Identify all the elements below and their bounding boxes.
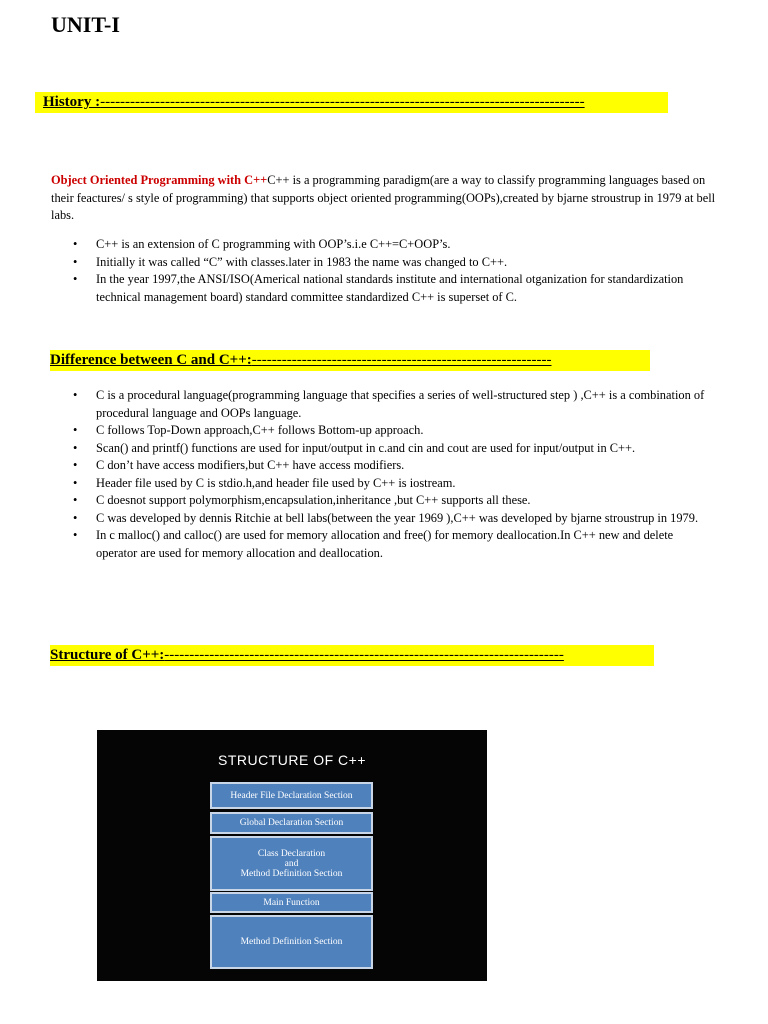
structure-heading-text: Structure of C++: [50,647,165,663]
class-declaration-line3: Method Definition Section [240,868,343,879]
header-file-section-box [210,782,373,809]
history-heading-text: History : [43,94,101,110]
structure-heading [50,645,654,666]
class-declaration-line2: and [284,858,299,869]
structure-figure-title: STRUCTURE OF C++ [217,752,366,768]
header-file-section-label: Header File Declaration Section [230,790,353,801]
list-item: • C follows Top-Down approach,C++ follows Bottom-up approach. [51,422,716,440]
difference-bullet-list [51,387,716,562]
history-intro-text: C++ is a programming paradigm(are a way to classify programming languages based on their feactures/ s style of programming) that supports object oriented programming(OOPs),created by bjarne stroustrup in 1979 at bell labs. [51,173,716,222]
class-declaration-line1: Class Declaration [257,848,326,859]
list-item: • C++ is an extension of C programming with OOP’s.i.e C++=C+OOP’s. [51,236,716,254]
list-item: • In c malloc() and calloc() are used for memory allocation and free() for memory deallocation.In C++ new and delete operator are used for memory allocation and deallocation. [51,527,716,562]
list-item: • In the year 1997,the ANSI/ISO(Americal national standards institute and international otganization for standardization technical management board) standard committee standardized C++ is superset of C. [51,271,716,306]
list-item: • Scan() and printf() functions are used for input/output in c.and cin and cout are used for input/output in C++. [51,440,716,458]
main-function-section-box [210,892,373,913]
history-bullet-list [51,236,716,306]
difference-heading-dashes: ------------------------------------------------------------ [251,352,552,368]
history-heading [35,92,668,113]
global-declaration-section-box [210,812,373,834]
class-declaration-section-box [210,836,373,891]
list-item: • C doesnot support polymorphism,encapsulation,inheritance ,but C++ supports all these. [51,492,716,510]
method-definition-section-label: Method Definition Section [240,937,343,947]
structure-heading-dashes: -------------------------------------------------------------------------------- [164,647,564,663]
unit-title: UNIT-I [51,12,120,37]
history-intro-red: Object Oriented Programming with C++ [51,173,268,187]
structure-figure [97,730,487,981]
list-item: • C was developed by dennis Ritchie at bell labs(between the year 1969 ),C++ was developed by bjarne stroustrup in 1979. [51,510,716,528]
list-item: • C is a procedural language(programming language that specifies a series of well-structured step ) ,C++ is a combination of procedural language and OOPs language. [51,387,716,422]
global-declaration-section-label: Global Declaration Section [239,818,344,828]
list-item: • C don’t have access modifiers,but C++ have access modifiers. [51,457,716,475]
history-intro [51,172,716,225]
main-function-section-label: Main Function [263,897,320,908]
method-definition-section-box [210,915,373,969]
difference-heading [50,350,650,371]
list-item: • Header file used by C is stdio.h,and header file used by C++ is iostream. [51,475,716,493]
history-heading-dashes: ------------------------------------------------------------------------------------------------- [100,94,585,110]
list-item: • Initially it was called “C” with classes.later in 1983 the name was changed to C++. [51,254,716,272]
difference-heading-text: Difference between C and C++: [50,352,252,368]
